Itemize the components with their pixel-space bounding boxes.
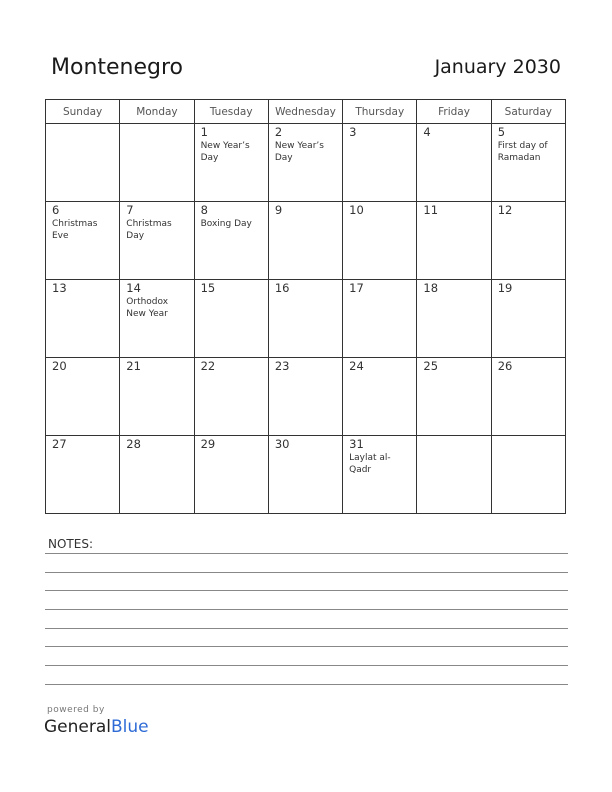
calendar-week-row	[46, 358, 566, 436]
weekday-header: Friday	[417, 100, 491, 124]
calendar-day-cell	[491, 436, 565, 514]
calendar-day-cell	[343, 280, 417, 358]
calendar-day-cell	[120, 280, 194, 358]
calendar-day-cell	[343, 124, 417, 202]
calendar-day-cell	[120, 202, 194, 280]
calendar-day-cell	[194, 280, 268, 358]
calendar-day-cell	[268, 202, 342, 280]
day-number: 18	[423, 281, 439, 295]
calendar-day-cell	[268, 358, 342, 436]
notes-line	[45, 646, 568, 647]
powered-by-text: powered by	[47, 705, 105, 715]
day-number: 1	[200, 125, 208, 139]
day-number: 19	[497, 281, 513, 295]
holiday-label: First day of Ramadan	[497, 141, 548, 163]
calendar-day-cell	[491, 202, 565, 280]
calendar-day-cell	[343, 358, 417, 436]
day-number: 30	[274, 437, 290, 451]
calendar-day-cell	[46, 436, 120, 514]
weekday-header: Thursday	[343, 100, 417, 124]
day-number: 16	[274, 281, 290, 295]
calendar-day-cell	[46, 202, 120, 280]
calendar-day-cell	[417, 436, 491, 514]
calendar-day-cell	[417, 358, 491, 436]
holiday-label: Orthodox New Year	[126, 297, 169, 319]
holiday-label: New Year’s Day	[200, 141, 250, 163]
brand-general: General	[44, 717, 111, 737]
day-number: 17	[349, 281, 364, 295]
day-number: 24	[349, 359, 364, 373]
calendar-day-cell	[120, 358, 194, 436]
notes-line	[45, 572, 568, 573]
day-number: 27	[52, 437, 67, 451]
calendar-day-cell	[268, 124, 342, 202]
calendar-day-cell	[194, 124, 268, 202]
notes-line	[45, 684, 568, 685]
holiday-label: Christmas Day	[126, 219, 172, 241]
day-number: 21	[126, 359, 141, 373]
calendar-day-cell	[491, 280, 565, 358]
notes-line	[45, 553, 568, 554]
day-number: 20	[52, 359, 67, 373]
notes-line	[45, 609, 568, 610]
weekday-header: Wednesday	[268, 100, 342, 124]
calendar-day-cell	[417, 124, 491, 202]
holiday-label: Christmas Eve	[52, 219, 98, 241]
calendar-day-cell	[194, 202, 268, 280]
day-number: 10	[349, 203, 364, 217]
calendar-day-cell	[343, 436, 417, 514]
weekday-header: Monday	[120, 100, 194, 124]
generalblue-logo[interactable]	[44, 717, 149, 737]
holiday-label: New Year’s Day	[274, 141, 324, 163]
day-number: 5	[497, 125, 506, 139]
month-title: January 2030	[434, 56, 561, 78]
day-number: 23	[274, 359, 290, 373]
calendar-day-cell	[120, 124, 194, 202]
day-number: 6	[52, 203, 60, 217]
calendar-grid	[45, 99, 566, 514]
day-number: 4	[423, 125, 431, 139]
calendar-week-row	[46, 436, 566, 514]
calendar-day-cell	[268, 280, 342, 358]
day-number: 15	[200, 281, 216, 295]
day-number: 8	[200, 203, 208, 217]
day-number: 31	[349, 437, 364, 451]
day-number: 9	[274, 203, 283, 217]
calendar-day-cell	[491, 124, 565, 202]
brand-blue: Blue	[111, 717, 149, 737]
calendar-day-cell	[417, 202, 491, 280]
calendar-day-cell	[46, 280, 120, 358]
weekday-header: Sunday	[46, 100, 120, 124]
day-number: 7	[126, 203, 134, 217]
calendar-week-row	[46, 124, 566, 202]
day-number: 25	[423, 359, 439, 373]
calendar-day-cell	[46, 124, 120, 202]
day-number: 22	[200, 359, 216, 373]
day-number: 3	[349, 125, 357, 139]
day-number: 13	[52, 281, 67, 295]
notes-line	[45, 628, 568, 629]
weekday-header: Tuesday	[194, 100, 268, 124]
calendar-day-cell	[343, 202, 417, 280]
calendar-day-cell	[120, 436, 194, 514]
day-number: 14	[126, 281, 141, 295]
calendar-day-cell	[491, 358, 565, 436]
weekday-header: Saturday	[491, 100, 565, 124]
day-number: 29	[200, 437, 216, 451]
day-number: 26	[497, 359, 513, 373]
day-number: 2	[274, 125, 283, 139]
calendar-day-cell	[46, 358, 120, 436]
notes-label: NOTES:	[48, 537, 93, 551]
calendar-week-row	[46, 280, 566, 358]
calendar-day-cell	[194, 358, 268, 436]
notes-line	[45, 665, 568, 666]
day-number: 11	[423, 203, 439, 217]
country-title: Montenegro	[51, 55, 184, 80]
holiday-label: Boxing Day	[200, 219, 252, 229]
holiday-label: Laylat al- Qadr	[349, 453, 391, 475]
weekday-header-row	[46, 100, 566, 124]
calendar-day-cell	[417, 280, 491, 358]
day-number: 28	[126, 437, 141, 451]
calendar-day-cell	[268, 436, 342, 514]
day-number: 12	[497, 203, 513, 217]
notes-line	[45, 590, 568, 591]
calendar-day-cell	[194, 436, 268, 514]
calendar-week-row	[46, 202, 566, 280]
